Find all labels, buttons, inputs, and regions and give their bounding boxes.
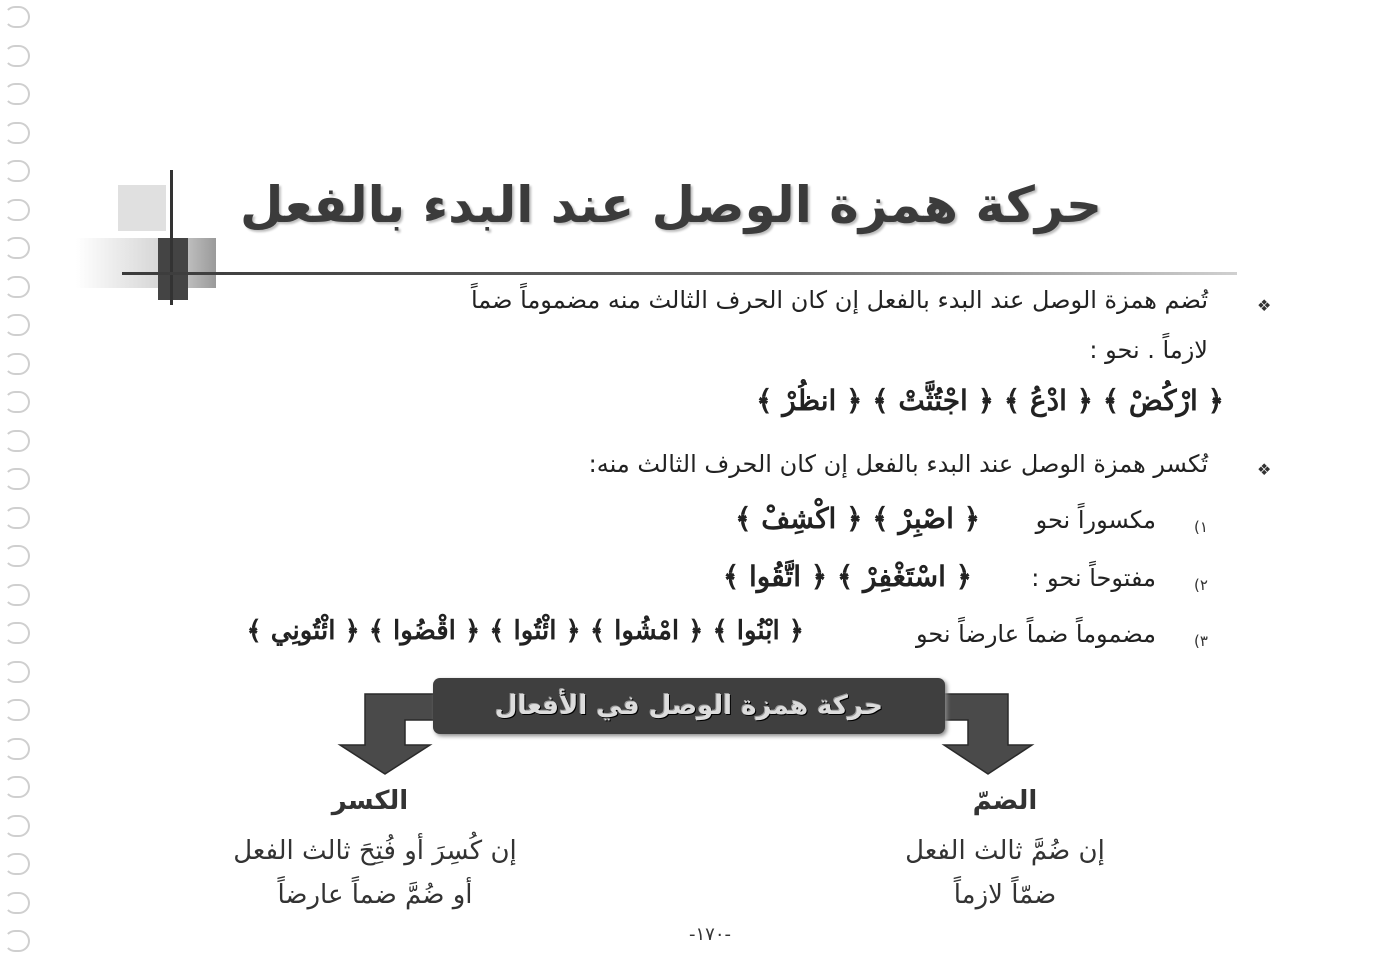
page-number: -١٧٠-: [688, 924, 731, 945]
rule1-line1: تُضم همزة الوصل عند البدء بالفعل إن كان الحرف الثالث منه مضموماً ضماً: [470, 286, 1208, 314]
rule2-item1-label: مكسوراً نحو: [1035, 506, 1156, 534]
rule1-examples: ﴿ ارْكُضْ ﴾ ﴿ ادْعُ ﴾ ﴿ اجْتُثَّتْ ﴾ ﴿ انظُرْ ﴾: [756, 384, 1224, 417]
rule2-item3-label: مضموماً ضماً عارضاً نحو: [915, 620, 1156, 648]
right-branch-line1: إن ضُمَّ ثالث الفعل: [905, 836, 1105, 866]
banner-label: حركة همزة الوصل في الأفعال: [495, 691, 883, 721]
left-branch-line2: أو ضُمَّ ضماً عارضاً: [277, 880, 473, 910]
right-branch-heading: الضمّ: [972, 786, 1038, 816]
rule1-line2: لازماً . نحو :: [1089, 336, 1208, 364]
diagram-banner: [433, 678, 945, 734]
rule2-item2-label: مفتوحاً نحو :: [1031, 564, 1156, 592]
rule2-item2-examples: ﴿ اسْتَغْفِرْ ﴾ ﴿ اتَّقُوا ﴾: [722, 560, 972, 593]
right-branch-line2: ضمّاً لازماً: [953, 880, 1057, 910]
rule2-item3-examples: ﴿ ابْنُوا ﴾ ﴿ امْشُوا ﴾ ﴿ ائْتُوا ﴾ ﴿ اقْضُوا ﴾ ﴿ ائْتُونِي ﴾: [246, 616, 804, 646]
rule2-line1: تُكسر همزة الوصل عند البدء بالفعل إن كان الحرف الثالث منه:: [588, 450, 1208, 478]
left-branch-heading: الكسر: [331, 786, 409, 816]
page-title: حركة همزة الوصل عند البدء بالفعل: [240, 176, 1102, 234]
item-number: ١): [1194, 518, 1208, 536]
bullet-icon: ❖: [1257, 296, 1272, 315]
left-branch-line1: إن كُسِرَ أو فُتِحَ ثالث الفعل: [233, 836, 517, 866]
item-number: ٣): [1194, 632, 1208, 650]
bullet-icon: ❖: [1257, 460, 1272, 479]
rule2-item1-examples: ﴿ اصْبِرْ ﴾ ﴿ اكْشِفْ ﴾: [735, 502, 980, 535]
item-number: ٢): [1194, 576, 1208, 594]
